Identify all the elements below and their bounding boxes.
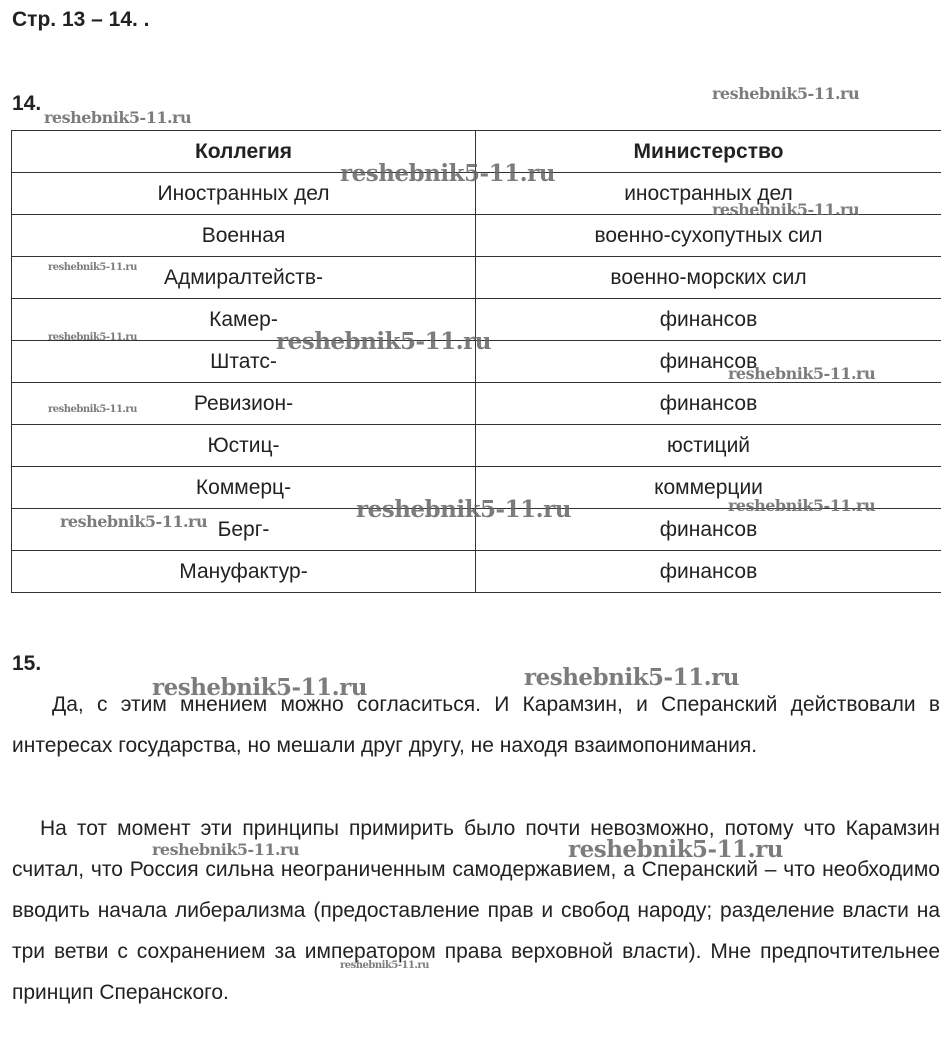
ministry-cell: финансов — [476, 341, 942, 383]
ministry-cell: иностранных дел — [476, 173, 942, 215]
collegium-cell: Штатс- — [12, 341, 476, 383]
collegium-cell: Мануфактур- — [12, 551, 476, 593]
watermark: reshebnik5-11.ru — [60, 512, 208, 531]
watermark: reshebnik5-11.ru — [48, 404, 137, 415]
task-15-number: 15. — [12, 652, 42, 675]
ministry-cell: военно-сухопутных сил — [476, 215, 942, 257]
watermark: reshebnik5-11.ru — [712, 84, 860, 103]
watermark: reshebnik5-11.ru — [356, 496, 571, 523]
ministry-cell: юстиций — [476, 425, 942, 467]
ministry-cell: финансов — [476, 383, 942, 425]
collegium-cell: Берг- — [12, 509, 476, 551]
table-row — [12, 425, 942, 467]
collegium-cell: Коммерц- — [12, 467, 476, 509]
table-row — [12, 215, 942, 257]
table-row — [12, 551, 942, 593]
watermark: reshebnik5-11.ru — [340, 960, 429, 971]
watermark: reshebnik5-11.ru — [524, 664, 739, 691]
ministry-cell: военно-морских сил — [476, 257, 942, 299]
answer-paragraph: На тот момент эти принципы примирить было почти невозможно, потому что Карамзин считал, что Россия сильна неограниченным самодержавием, а Сперанский – что необходимо вводить начала либерализма (предоставление прав и свобод народу; разделение власти на три ветви с сохранением за императором права верховной власти). Мне предпочтительнее принцип Сперанского. — [12, 817, 940, 1004]
watermark: reshebnik5-11.ru — [48, 262, 137, 273]
watermark: reshebnik5-11.ru — [276, 328, 491, 355]
task-14-number: 14. — [12, 92, 42, 115]
watermark: reshebnik5-11.ru — [728, 496, 876, 515]
watermark: reshebnik5-11.ru — [712, 200, 860, 219]
collegium-cell: Адмиралтейств- — [12, 257, 476, 299]
table-row — [12, 257, 942, 299]
page-title: Стр. 13 – 14. . — [12, 8, 150, 31]
watermark: reshebnik5-11.ru — [340, 160, 555, 187]
ministry-cell: коммерции — [476, 467, 942, 509]
column-header: Коллегия — [12, 131, 476, 173]
table-row — [12, 383, 942, 425]
collegium-cell: Ревизион- — [12, 383, 476, 425]
watermark: reshebnik5-11.ru — [44, 108, 192, 127]
collegium-cell: Военная — [12, 215, 476, 257]
watermark: reshebnik5-11.ru — [152, 674, 367, 701]
ministry-cell: финансов — [476, 509, 942, 551]
ministry-cell: финансов — [476, 551, 942, 593]
collegium-cell: Юстиц- — [12, 425, 476, 467]
answer-paragraph: Да, с этим мнением можно согласиться. И Карамзин, и Сперанский действовали в интересах государства, но мешали друг другу, не находя взаимопонимания. — [12, 693, 940, 757]
collegium-cell: Иностранных дел — [12, 173, 476, 215]
watermark: reshebnik5-11.ru — [48, 332, 137, 343]
ministry-cell: финансов — [476, 299, 942, 341]
collegium-cell: Камер- — [12, 299, 476, 341]
watermark: reshebnik5-11.ru — [152, 840, 300, 859]
watermark: reshebnik5-11.ru — [728, 364, 876, 383]
column-header: Министерство — [476, 131, 942, 173]
watermark: reshebnik5-11.ru — [568, 836, 783, 863]
